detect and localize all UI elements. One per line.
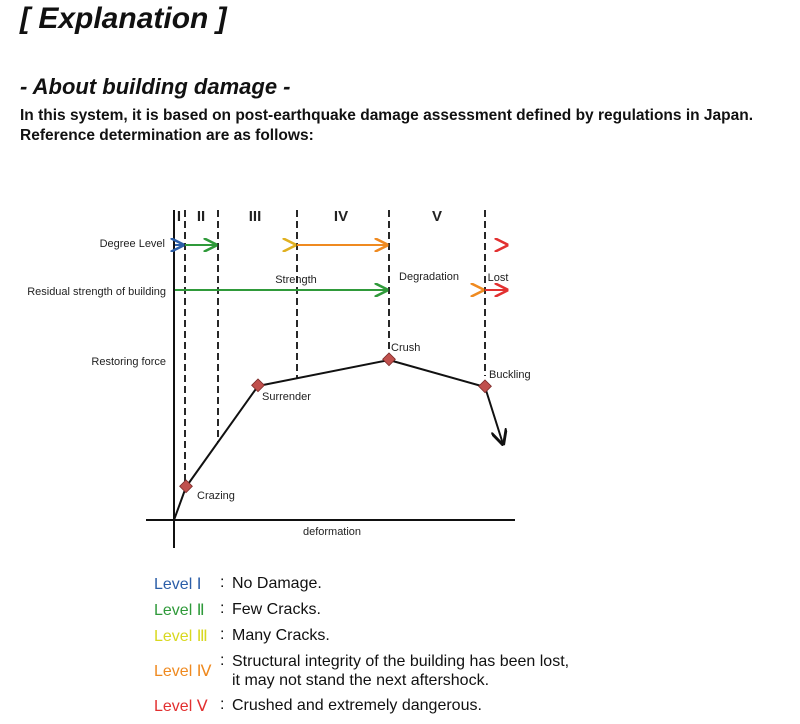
- stage-label-4: IV: [333, 208, 349, 225]
- stage-label-3: III: [248, 208, 262, 225]
- legend-level-2-label: Level Ⅱ: [154, 602, 205, 619]
- buckling-label: Buckling: [489, 369, 531, 381]
- degradation-label: Degradation: [399, 271, 459, 283]
- legend-level-1-label: Level Ⅰ: [154, 576, 202, 593]
- legend-level-5-label: Level Ⅴ: [154, 698, 208, 715]
- strength-label: Strength: [275, 274, 317, 286]
- legend-separator: :: [220, 696, 225, 713]
- legend-level-5-desc: Crushed and extremely dangerous.: [232, 697, 482, 714]
- legend-level-2: [154, 600, 569, 620]
- restoring-force-label: Restoring force: [91, 356, 166, 368]
- legend-level-4-desc-line1: Structural integrity of the building has been lost,: [232, 653, 570, 670]
- page-title: [ Explanation ]: [20, 2, 227, 35]
- degree-level-label: Degree Level: [99, 238, 165, 250]
- intro-text: In this system, it is based on post-earthquake damage assessment defined by regulations in Japan. Reference determination are as follows:: [20, 107, 754, 144]
- crush-label: Crush: [391, 342, 421, 354]
- legend-level-3-desc: Many Cracks.: [232, 627, 330, 644]
- x-axis-label: deformation: [302, 526, 362, 538]
- legend-level-4-desc-line2: it may not stand the next aftershock.: [232, 672, 490, 689]
- damage-level-legend: [154, 574, 569, 722]
- legend-level-1: [154, 574, 569, 594]
- building-damage-diagram: [0, 190, 800, 565]
- stage-label-1: I: [176, 208, 182, 225]
- surrender-marker: [252, 379, 265, 392]
- surrender-label: Surrender: [262, 391, 311, 403]
- legend-level-4-label: Level Ⅳ: [154, 663, 212, 680]
- crush-marker: [383, 353, 396, 366]
- stage-label-2: II: [196, 208, 206, 225]
- legend-level-1-desc: No Damage.: [232, 575, 322, 592]
- legend-level-3-label: Level Ⅲ: [154, 628, 208, 645]
- legend-separator: :: [220, 626, 225, 643]
- stage-label-5: V: [431, 208, 443, 225]
- legend-separator: :: [220, 600, 225, 617]
- legend-separator: :: [220, 574, 225, 591]
- lost-label: Lost: [487, 272, 509, 284]
- legend-separator: :: [220, 652, 225, 669]
- residual-strength-label: Residual strength of building: [27, 286, 166, 298]
- crazing-label: Crazing: [197, 490, 235, 502]
- legend-level-2-desc: Few Cracks.: [232, 601, 321, 618]
- legend-level-4: [154, 652, 569, 690]
- section-subtitle: - About building damage -: [20, 74, 291, 99]
- legend-level-5: [154, 696, 569, 716]
- legend-level-4-desc: [232, 652, 569, 690]
- legend-level-3: [154, 626, 569, 646]
- buckling-marker: [479, 380, 492, 393]
